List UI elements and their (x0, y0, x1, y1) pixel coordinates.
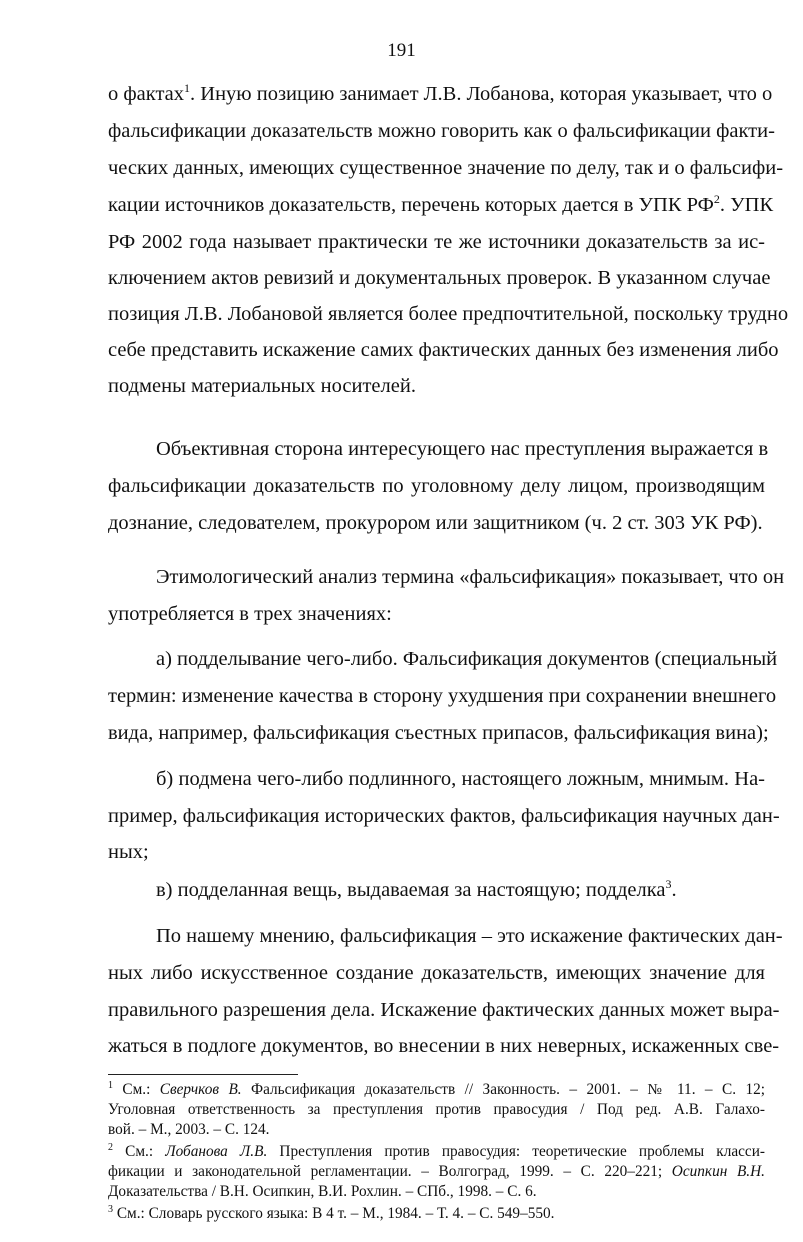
footnote-1-line: Уголовная ответственность за преступления против правосудия / Под ред. А.В. Галахо- (108, 1101, 765, 1118)
footnote-3: $^3$ См.: Словарь русского языка: В 4 т. – М., 1984. – Т. 4. – С. 549–550. (108, 1203, 555, 1222)
page-number: 191 (387, 40, 416, 61)
footnote-ref: 1 (184, 81, 191, 96)
body-line: ных; (108, 841, 149, 863)
footnote-1: $^1$ См.: Сверчков В. Фальсификация доказательств // Законность. – 2001. – № 11. – С. 12; (108, 1079, 765, 1098)
body-line: о фактах$^1$. Иную позицию занимает Л.В. Лобанова, которая указывает, что о (108, 81, 773, 105)
footnote-ref: 2 (713, 192, 720, 207)
footnote-separator (108, 1074, 298, 1075)
body-line: б) подмена чего-либо подлинного, настоящего ложным, мнимым. На- (156, 768, 765, 790)
body-line: По нашему мнению, фальсификация – это искажение фактических дан- (156, 925, 783, 947)
body-line: ческих данных, имеющих существенное значение по делу, так и о фальсифи- (108, 157, 784, 179)
body-line: ключением актов ревизий и документальных проверок. В указанном случае (108, 267, 771, 289)
footnote-1-line: вой. – М., 2003. – С. 124. (108, 1121, 270, 1138)
body-line: правильного разрешения дела. Искажение фактических данных может выра- (108, 999, 780, 1021)
body-line: дознание, следователем, прокурором или защитником (ч. 2 ст. 303 УК РФ). (108, 512, 763, 534)
body-line: ных либо искусственное создание доказательств, имеющих значение для (108, 962, 765, 984)
body-line: а) подделывание чего-либо. Фальсификация документов (специальный (156, 648, 778, 670)
footnote-2-line: фикации и законодательной регламентации. – Волгоград, 1999. – С. 220–221; Осипкин В.Н. (108, 1163, 766, 1180)
body-line: позиция Л.В. Лобановой является более предпочтительной, поскольку трудно (108, 303, 789, 325)
body-line: подмены материальных носителей. (108, 375, 416, 397)
body-line: Объективная сторона интересующего нас преступления выражается в (156, 438, 769, 460)
body-line: фальсификации доказательств можно говорить как о фальсификации факти- (108, 120, 775, 142)
body-line: жаться в подлоге документов, во внесении в них неверных, искаженных све- (108, 1035, 780, 1057)
body-line: фальсификации доказательств по уголовному делу лицом, производящим (108, 475, 765, 497)
body-line: себе представить искажение самих фактических данных без изменения либо (108, 339, 779, 361)
body-line: употребляется в трех значениях: (108, 603, 392, 625)
body-line: в) подделанная вещь, выдаваемая за настоящую; подделка$^3$. (156, 877, 677, 901)
footnote-2: $^2$ См.: Лобанова Л.В. Преступления против правосудия: теоретические проблемы класси- (108, 1141, 766, 1160)
footnote-2-line: Доказательства / В.Н. Осипкин, В.И. Рохлин. – СПб., 1998. – С. 6. (108, 1183, 537, 1200)
body-line: Этимологический анализ термина «фальсификация» показывает, что он (156, 566, 785, 588)
body-line: РФ 2002 года называет практически те же источники доказательств за ис- (108, 231, 765, 253)
body-line: пример, фальсификация исторических фактов, фальсификация научных дан- (108, 805, 780, 827)
footnote-ref: 3 (665, 877, 672, 892)
body-line: термин: изменение качества в сторону ухудшения при сохранении внешнего (108, 685, 777, 707)
body-line: вида, например, фальсификация съестных припасов, фальсификация вина); (108, 722, 769, 744)
body-line: кации источников доказательств, перечень которых дается в УПК $РФ^2$. УПК (108, 192, 774, 216)
